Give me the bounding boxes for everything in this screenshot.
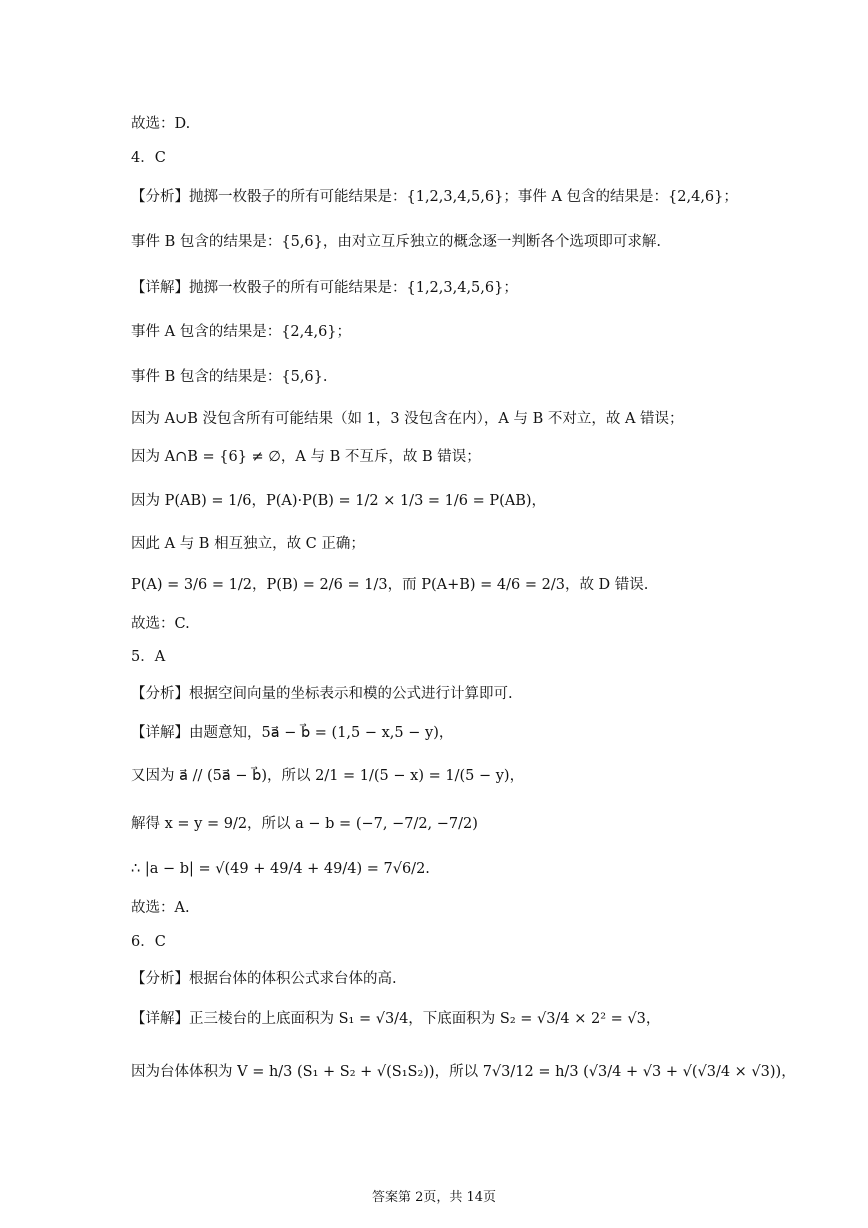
text-line: 故选：A. bbox=[131, 900, 190, 916]
formula-line: ∴ |a − b| = √(49 + 49/4 + 49/4) = 7√6/2. bbox=[131, 861, 430, 877]
text-line: 因为 A∩B = {6} ≠ ∅，A 与 B 不互斥，故 B 错误； bbox=[131, 449, 481, 465]
analysis-line: 【分析】根据空间向量的坐标表示和模的公式进行计算即可. bbox=[131, 686, 513, 702]
analysis-line: 【分析】根据台体的体积公式求台体的高. bbox=[131, 971, 397, 987]
formula-line: 因为台体体积为 V = h/3 (S₁ + S₂ + √(S₁S₂))，所以 7√3/12 = h/3 (√3/4 + √3 + √(√3/4 × √3))， bbox=[131, 1064, 796, 1080]
text-line: 因此 A 与 B 相互独立，故 C 正确； bbox=[131, 536, 365, 552]
question-number: 4．C bbox=[131, 150, 166, 166]
detail-line: 【详解】抛掷一枚骰子的所有可能结果是：{1,2,3,4,5,6}； bbox=[131, 280, 518, 296]
detail-line: 【详解】正三棱台的上底面积为 S₁ = √3/4，下底面积为 S₂ = √3/4 × 2² = √3， bbox=[131, 1011, 661, 1027]
text-line: 事件 A 包含的结果是：{2,4,6}； bbox=[131, 324, 352, 340]
text-line: 故选：D. bbox=[131, 116, 191, 132]
text-line: 因为 A∪B 没包含所有可能结果（如 1，3 没包含在内），A 与 B 不对立，故 A 错误； bbox=[131, 411, 684, 427]
formula-line: 解得 x = y = 9/2，所以 a − b = (−7, −7/2, −7/2) bbox=[131, 816, 478, 832]
detail-line: 【详解】由题意知，5a⃗ − b⃗ = (1,5 − x,5 − y)， bbox=[131, 725, 454, 741]
text-line: 故选：C. bbox=[131, 616, 190, 632]
text-line: 事件 B 包含的结果是：{5,6}. bbox=[131, 369, 328, 385]
formula-line: 又因为 a⃗ // (5a⃗ − b⃗)，所以 2/1 = 1/(5 − x) = 1/(5 − y)， bbox=[131, 768, 525, 784]
question-number: 6．C bbox=[131, 934, 166, 950]
question-number: 5．A bbox=[131, 649, 166, 665]
text-line: 事件 B 包含的结果是：{5,6}，由对立互斥独立的概念逐一判断各个选项即可求解. bbox=[131, 234, 661, 250]
page-footer: 答案第 2页，共 14页 bbox=[371, 1190, 497, 1205]
formula-line: 因为 P(AB) = 1/6，P(A)·P(B) = 1/2 × 1/3 = 1/6 = P(AB)， bbox=[131, 493, 547, 509]
formula-line: P(A) = 3/6 = 1/2，P(B) = 2/6 = 1/3，而 P(A+B) = 4/6 = 2/3，故 D 错误. bbox=[131, 577, 649, 593]
analysis-line: 【分析】抛掷一枚骰子的所有可能结果是：{1,2,3,4,5,6}；事件 A 包含的结果是：{2,4,6}； bbox=[131, 189, 738, 205]
